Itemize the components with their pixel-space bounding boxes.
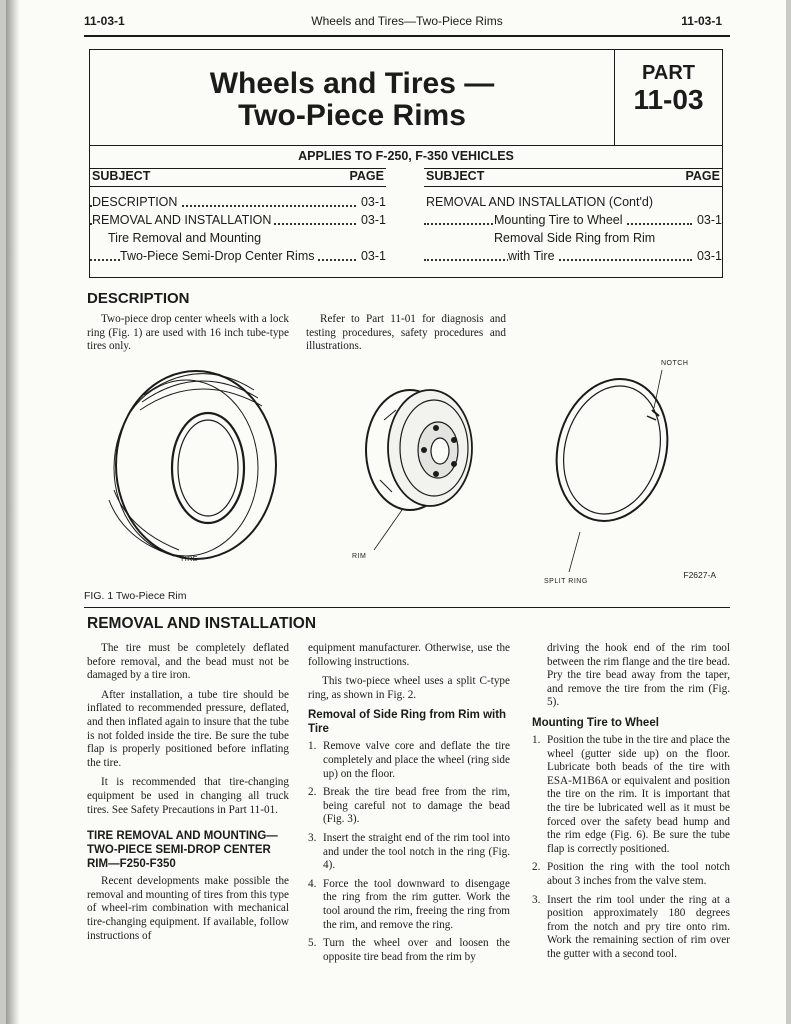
title-box [89, 49, 723, 278]
applies-to: APPLIES TO F-250, F-350 VEHICLES [298, 149, 514, 163]
toc-right-header [424, 168, 722, 187]
running-head-right: 11-03-1 [681, 14, 722, 28]
paper-edge-shadow [6, 0, 20, 1024]
subhead-mounting-tire: Mounting Tire to Wheel [532, 716, 659, 729]
toc-page-header: PAGE [349, 169, 384, 183]
running-head [84, 14, 730, 34]
manual-page [84, 0, 730, 1024]
part-label: PART [642, 62, 695, 84]
page-title [90, 50, 615, 146]
toc-left-column [90, 168, 386, 265]
toc-item-tire-removal[interactable]: Tire Removal and Mounting [90, 229, 386, 247]
removal-step: 5. Turn the wheel over and loosen the opposite tire bead from the rim by [308, 937, 510, 963]
removal-para-2: After installation, a tube tire should be inflated to recommended pressure, deflated, and then inflated again to insure that the tube is not folded inside the tire. Be sure the tube flap is properly positioned before inflating the tire. [87, 688, 289, 769]
toc-item-removal-side-ring[interactable]: Removal Side Ring from Rim [424, 229, 722, 247]
label-rim: RIM [352, 553, 367, 560]
toc-item-semi-drop-center[interactable]: Two-Piece Semi-Drop Center Rims 03-1 [90, 247, 386, 265]
figure-rule [84, 607, 730, 608]
toc-subject-header: SUBJECT [92, 169, 151, 183]
fig1-illustration [84, 350, 730, 610]
description-col2: Refer to Part 11-01 for diagnosis and testing procedures, safety procedures and illustrations. [306, 313, 506, 353]
tire-drawing [109, 371, 276, 559]
label-tire: TIRE [180, 556, 198, 563]
part-block [615, 50, 722, 146]
running-head-left: 11-03-1 [84, 14, 125, 28]
rim-drawing [366, 390, 472, 510]
toc-page-header-right: PAGE [685, 169, 720, 183]
subhead-tire-removal: TIRE REMOVAL AND MOUNTING—TWO-PIECE SEMI-DROP CENTER RIM—F250-F350 [87, 830, 278, 871]
removal-step: 4. Force the tool downward to disengage the ring from the rim gutter. Work the tool around the rim, freeing the ring from the rim, and remove the ring. [308, 877, 510, 931]
toc-item-mounting-tire[interactable]: Mounting Tire to Wheel 03-1 [424, 211, 722, 229]
removal-col3 [532, 642, 730, 966]
removal-para-7: driving the hook end of the rim tool between the rim flange and the tire bead. Pry the tire bead away from the taper, and remove the tire from the rim (Fig. 5). [547, 642, 730, 709]
mounting-step: 3. Insert the rim tool under the ring at a position approximately 180 degrees from the notch and pry tire onto rim. Work the remaining section of rim over the gutter with a second tool. [532, 893, 730, 960]
running-head-center: Wheels and Tires—Two-Piece Rims [311, 14, 503, 28]
toc-subject-header-right: SUBJECT [426, 169, 485, 183]
split-ring-drawing [541, 366, 683, 533]
removal-step: 1. Remove valve core and deflate the tire completely and place the wheel (ring side up) on the floor. [308, 740, 510, 780]
toc-item-with-tire[interactable]: with Tire 03-1 [424, 247, 722, 265]
label-split-ring: SPLIT RING [544, 578, 588, 585]
removal-para-4: Recent developments make possible the removal and mounting of tires from this type of wheel-rim combination with mechanical tire-changing equipment. If available, follow instructions of [87, 875, 289, 942]
label-notch: NOTCH [661, 360, 689, 367]
page-title-line2: Two-Piece Rims [238, 99, 466, 132]
removal-col2 [308, 642, 510, 969]
subhead-removal-side-ring: Removal of Side Ring from Rim with Tire [308, 709, 507, 736]
removal-heading: REMOVAL AND INSTALLATION [87, 615, 317, 632]
figure-code: F2627-A [683, 570, 716, 580]
toc-left-header [90, 168, 386, 187]
removal-para-5: equipment manufacturer. Otherwise, use the following instructions. [308, 642, 510, 668]
toc-item-description[interactable]: DESCRIPTION 03-1 [92, 195, 386, 209]
mounting-step: 2. Position the ring with the tool notch about 3 inches from the valve stem. [532, 861, 730, 887]
toc-right-column [424, 168, 722, 265]
removal-col1 [87, 642, 289, 949]
page-title-line1: Wheels and Tires — [209, 67, 495, 100]
figure-caption: FIG. 1 Two-Piece Rim [84, 590, 187, 602]
removal-para-3: It is recommended that tire-changing equipment be used in changing all truck tires. See Safety Precautions in Part 11-01. [87, 776, 289, 816]
removal-para-1: The tire must be completely deflated before removal, and the bead must not be damaged by a tire iron. [87, 642, 289, 682]
description-heading: DESCRIPTION [87, 290, 190, 307]
toc-item-removal-contd[interactable]: REMOVAL AND INSTALLATION (Cont'd) [424, 193, 722, 211]
mounting-step: 1. Position the tube in the tire and place the wheel (gutter side up) on the floor. Lubricate both beads of the tire with ESA-M1B6A or equivalent and position the tire on the rim. It is important that the tire be lubricated well as it must be forced over the safety bead hump and the rim edge (Fig. 6). Be sure the tube flap is correctly positioned. [532, 733, 730, 855]
mounting-steps-list [532, 734, 730, 962]
part-number: 11-03 [633, 84, 704, 115]
toc-item-removal-installation[interactable]: REMOVAL AND INSTALLATION 03-1 [92, 213, 386, 227]
removal-step: 3. Insert the straight end of the rim tool into and under the tool notch in the ring (Fig. 4). [308, 831, 510, 872]
removal-step: 2. Break the tire bead free from the rim, being careful not to damage the bead (Fig. 3). [308, 786, 510, 826]
removal-steps-list [308, 740, 510, 964]
description-col1: Two-piece drop center wheels with a lock ring (Fig. 1) are used with 16 inch tube-type tires only. [87, 313, 289, 353]
removal-para-6: This two-piece wheel uses a split C-type ring, as shown in Fig. 2. [308, 675, 510, 701]
running-head-rule [84, 35, 730, 37]
